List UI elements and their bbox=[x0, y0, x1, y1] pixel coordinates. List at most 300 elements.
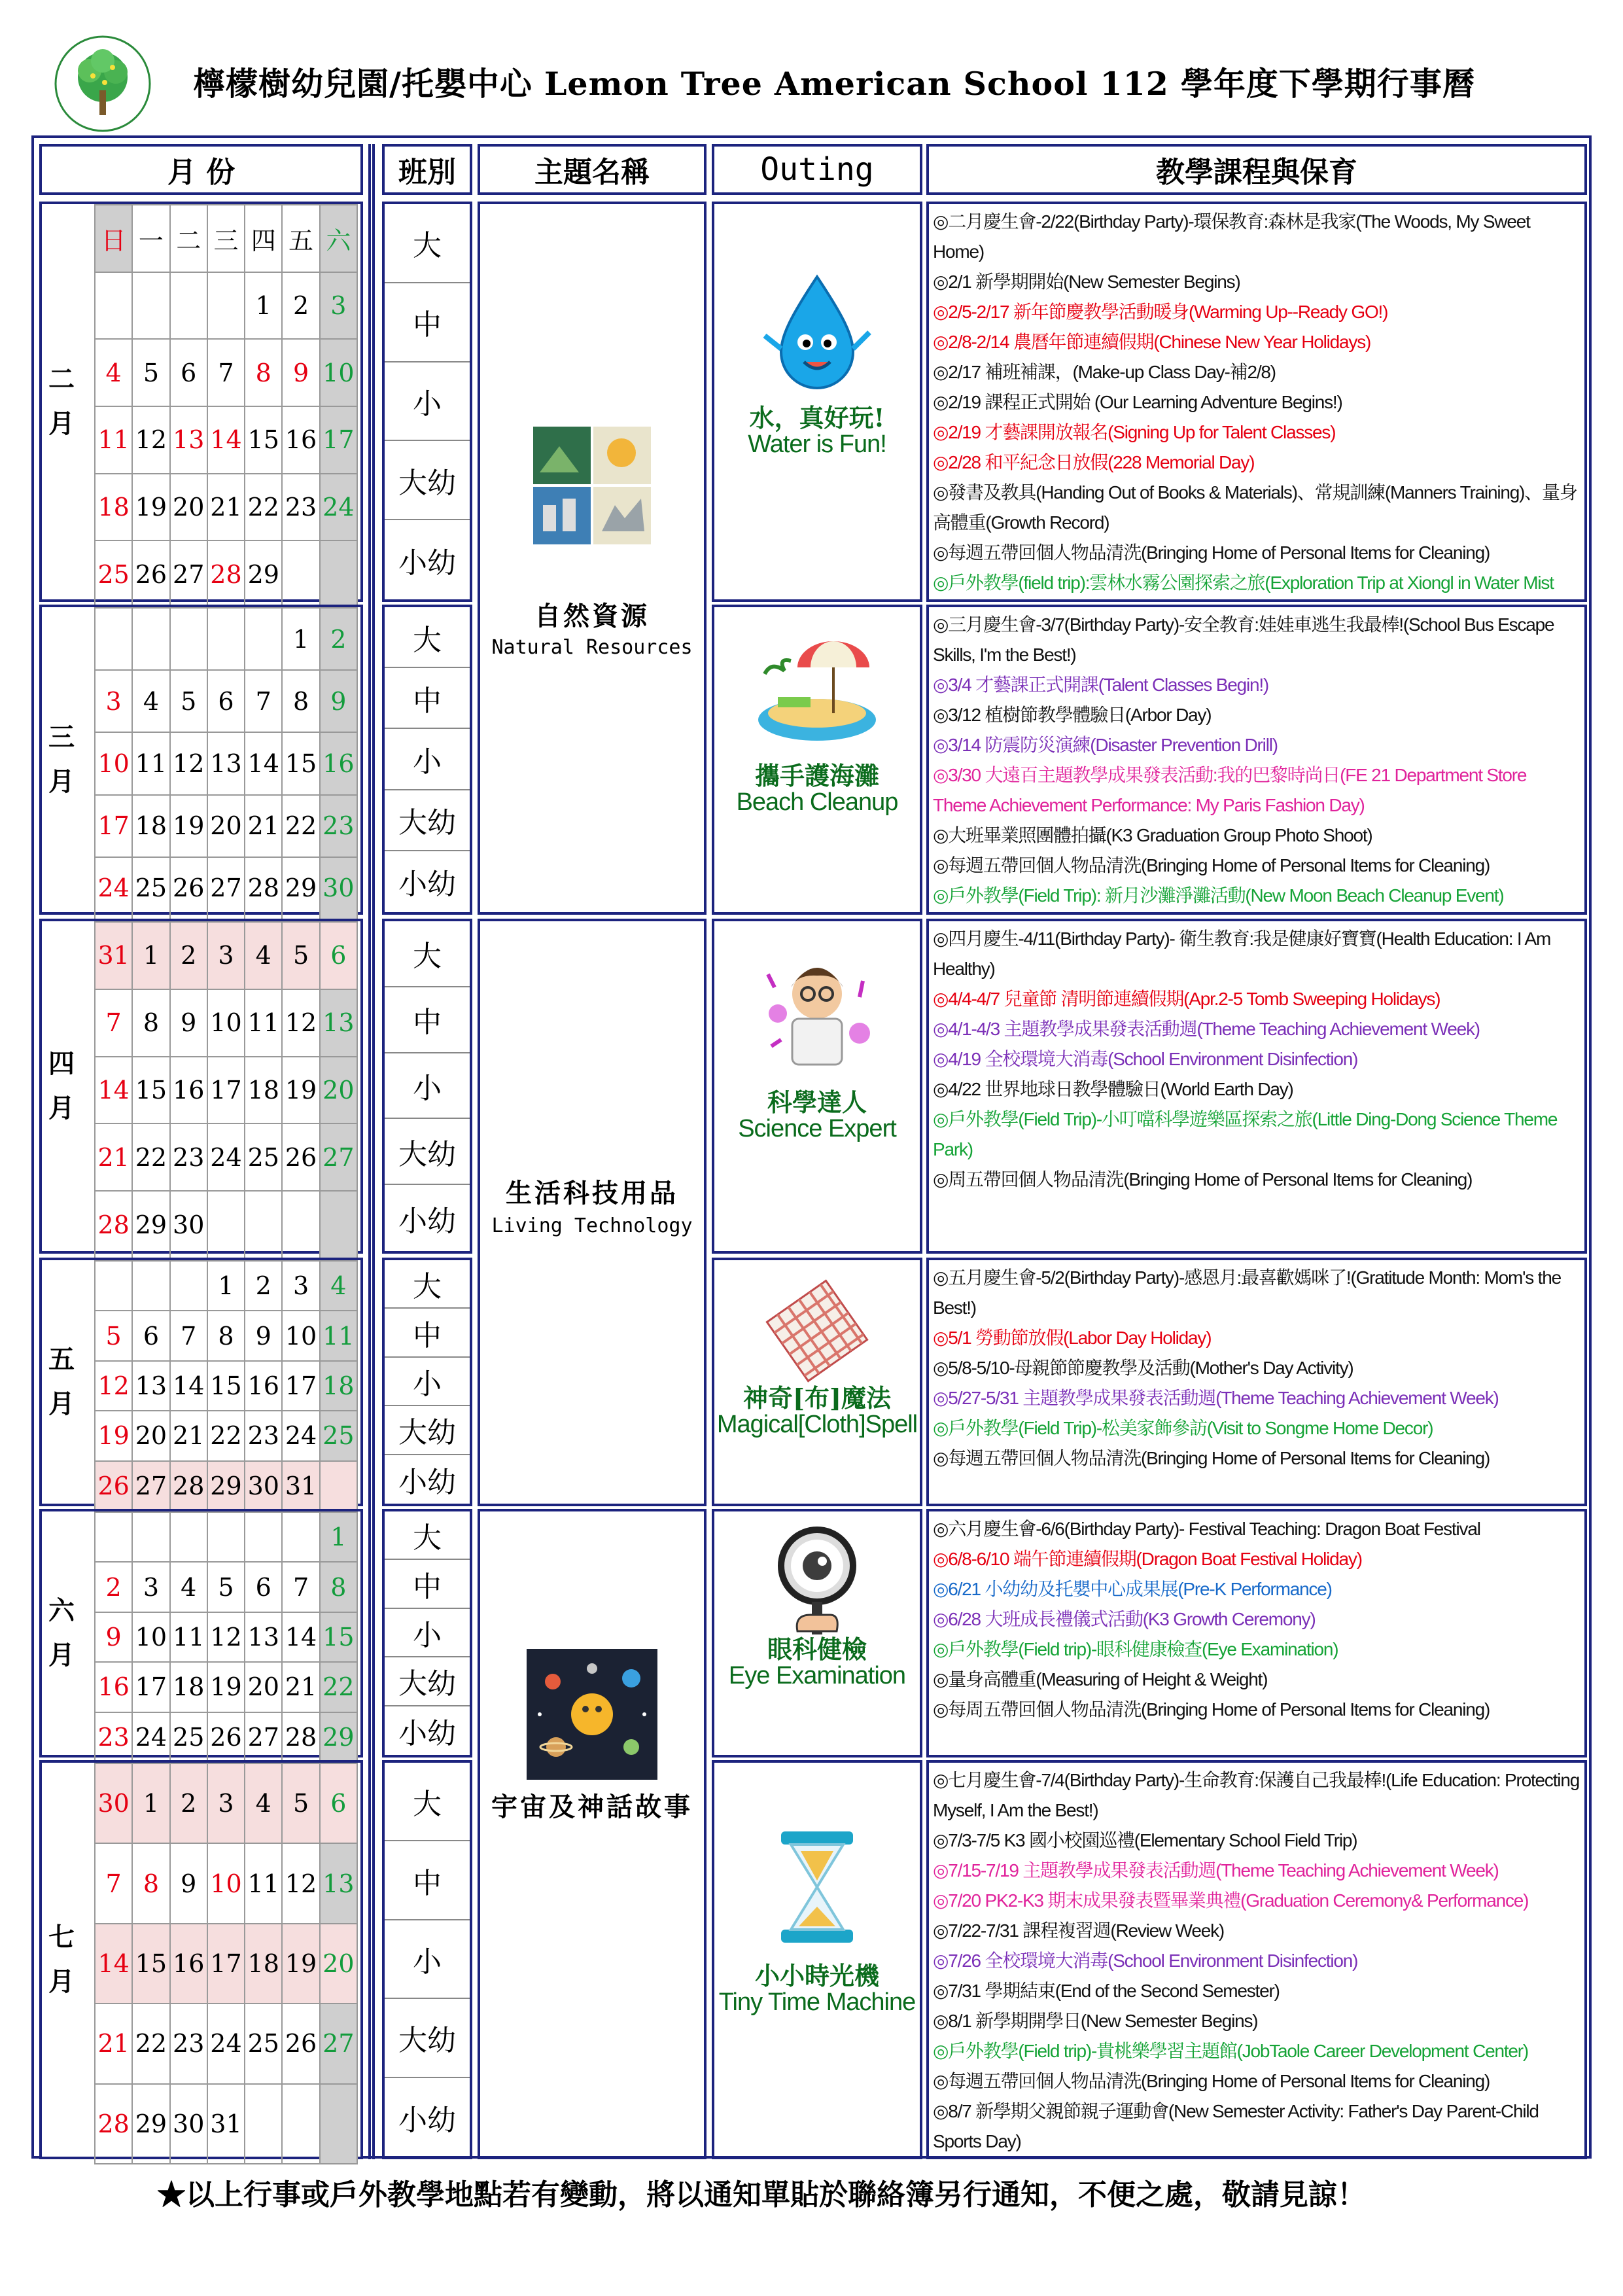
calendar-day: 2 bbox=[282, 272, 319, 340]
curriculum-item: ◎戶外教學(Field Trip): 新月沙灘淨灘活動(New Moon Beach Cleanup Event) bbox=[933, 885, 1504, 906]
curriculum-item: ◎戶外教學(Field trip)-眼科健康檢查(Eye Examination) bbox=[933, 1639, 1338, 1659]
calendar-day: 7 bbox=[207, 339, 245, 406]
weekday-label: 五 bbox=[282, 205, 319, 272]
calendar-day: 11 bbox=[320, 1311, 357, 1360]
calendar-day bbox=[245, 2084, 282, 2164]
calendar-week bbox=[95, 2084, 357, 2164]
page-title: 檸檬樹幼兒園/托嬰中心 Lemon Tree American School 112 學年度下學期行事曆 bbox=[193, 65, 1475, 103]
calendar-day: 29 bbox=[282, 857, 319, 919]
calendar-day: 12 bbox=[95, 1361, 132, 1411]
curriculum-item: ◎量身高體重(Measuring of Height & Weight) bbox=[933, 1669, 1268, 1689]
curriculum-item: ◎5/27-5/31 主題教學成果發表活動週(Theme Teaching Achievement Week) bbox=[933, 1388, 1499, 1408]
calendar-day: 20 bbox=[207, 795, 245, 857]
calendar-day: 7 bbox=[95, 1843, 132, 1923]
curriculum-item: ◎5/8-5/10-母親節節慶教學及活動(Mother's Day Activity) bbox=[933, 1358, 1353, 1378]
calendar-day: 5 bbox=[282, 1763, 319, 1843]
calendar-day: 7 bbox=[170, 1311, 207, 1360]
calendar-day: 8 bbox=[320, 1562, 357, 1612]
calendar-day: 12 bbox=[282, 1843, 319, 1923]
calendar-day: 18 bbox=[132, 795, 169, 857]
calendar-day: 11 bbox=[245, 1843, 282, 1923]
curriculum-item: ◎8/1 新學期開學日(New Semester Begins) bbox=[933, 2011, 1258, 2031]
curriculum-item: ◎發書及教具(Handing Out of Books & Materials)、常規訓練(Manners Training)、量身高體重(Growth Record) bbox=[933, 482, 1577, 533]
calendar-day: 1 bbox=[132, 1763, 169, 1843]
month-calendar bbox=[94, 921, 358, 1259]
calendar-day bbox=[95, 272, 132, 340]
calendar-day: 8 bbox=[132, 1843, 169, 1923]
calendar-day: 29 bbox=[132, 2084, 169, 2164]
calendar-week bbox=[95, 670, 357, 732]
calendar-day: 21 bbox=[245, 795, 282, 857]
calendar-day: 31 bbox=[95, 922, 132, 989]
month-calendar bbox=[94, 1260, 358, 1511]
calendar-day bbox=[132, 272, 169, 340]
calendar-day: 9 bbox=[282, 339, 319, 406]
class-column bbox=[382, 605, 472, 915]
calendar-day: 14 bbox=[170, 1361, 207, 1411]
calendar-day: 31 bbox=[207, 2084, 245, 2164]
calendar-day bbox=[95, 1261, 132, 1311]
calendar-day: 29 bbox=[320, 1712, 357, 1762]
calendar-day bbox=[132, 608, 169, 670]
curriculum-item: ◎周五帶回個人物品清洗(Bringing Home of Personal Items for Cleaning) bbox=[933, 1169, 1473, 1190]
calendar-week bbox=[95, 1311, 357, 1360]
calendar-day: 10 bbox=[132, 1612, 169, 1662]
calendar-day: 12 bbox=[132, 406, 169, 474]
calendar-day: 4 bbox=[245, 1763, 282, 1843]
calendar-week bbox=[95, 989, 357, 1057]
calendar-day: 16 bbox=[95, 1662, 132, 1712]
curriculum-item: ◎7/3-7/5 K3 國小校園巡禮(Elementary School Field Trip) bbox=[933, 1830, 1357, 1850]
curriculum-notes bbox=[926, 1258, 1587, 1506]
calendar-day: 30 bbox=[320, 857, 357, 919]
calendar-day: 30 bbox=[170, 1191, 207, 1258]
month-label: 七 月 bbox=[48, 1922, 75, 1997]
outing-title-en: Eye Examination bbox=[728, 1662, 906, 1689]
calendar-day bbox=[282, 540, 319, 608]
calendar-day: 24 bbox=[95, 857, 132, 919]
month-calendar bbox=[94, 1763, 358, 2164]
calendar-day: 27 bbox=[320, 2004, 357, 2083]
calendar-day: 9 bbox=[170, 1843, 207, 1923]
curriculum-item: ◎三月慶生會-3/7(Birthday Party)-安全教育:娃娃車逃生我最棒!(School Bus Escape Skills, I'm the Best!) bbox=[933, 614, 1554, 665]
curriculum-item: ◎2/19 課程正式開始 (Our Learning Adventure Begins!) bbox=[933, 392, 1342, 412]
calendar-day: 6 bbox=[170, 339, 207, 406]
calendar-day: 13 bbox=[132, 1361, 169, 1411]
curriculum-notes bbox=[926, 605, 1587, 915]
curriculum-item: ◎每週五帶回個人物品清洗(Bringing Home of Personal Items for Cleaning) bbox=[933, 542, 1490, 563]
curriculum-item: ◎6/21 小幼幼及托嬰中心成果展(Pre-K Performance) bbox=[933, 1579, 1332, 1599]
calendar-day bbox=[245, 1191, 282, 1258]
calendar-day: 1 bbox=[320, 1512, 357, 1562]
calendar-week bbox=[95, 1843, 357, 1923]
curriculum-item: ◎二月慶生會-2/22(Birthday Party)-環保教育:森林是我家(The Woods, My Sweet Home) bbox=[933, 211, 1530, 262]
outing-cell bbox=[712, 1509, 922, 1757]
calendar-day: 22 bbox=[207, 1411, 245, 1460]
header-class: 班別 bbox=[382, 144, 472, 195]
calendar-day: 9 bbox=[95, 1612, 132, 1662]
class-column bbox=[382, 202, 472, 602]
month-label: 二 月 bbox=[48, 364, 75, 439]
calendar-day: 13 bbox=[245, 1612, 282, 1662]
class-column bbox=[382, 919, 472, 1254]
calendar-day: 6 bbox=[207, 670, 245, 732]
calendar-day bbox=[207, 272, 245, 340]
lemon-tree-logo bbox=[47, 31, 158, 136]
calendar-day: 30 bbox=[170, 2084, 207, 2164]
calendar-day: 20 bbox=[132, 1411, 169, 1460]
calendar-day: 1 bbox=[245, 272, 282, 340]
curriculum-item: ◎2/17 補班補課，(Make-up Class Day-補2/8) bbox=[933, 362, 1276, 382]
calendar-day: 5 bbox=[170, 670, 207, 732]
calendar-day: 28 bbox=[170, 1461, 207, 1511]
calendar-week bbox=[95, 1612, 357, 1662]
curriculum-item: ◎2/5-2/17 新年節慶教學活動暖身(Warming Up--Ready GO!) bbox=[933, 302, 1388, 322]
calendar-day bbox=[207, 1512, 245, 1562]
outing-title-en: Water is Fun! bbox=[748, 431, 886, 458]
calendar-day: 8 bbox=[282, 670, 319, 732]
calendar-day bbox=[170, 1261, 207, 1311]
calendar-day: 29 bbox=[245, 540, 282, 608]
calendar-day: 12 bbox=[282, 989, 319, 1057]
calendar-day: 6 bbox=[132, 1311, 169, 1360]
curriculum-notes bbox=[926, 1509, 1587, 1757]
calendar-day bbox=[282, 1512, 319, 1562]
class-label: 中 bbox=[385, 1309, 470, 1357]
calendar-day: 21 bbox=[95, 1123, 132, 1191]
class-label: 小 bbox=[385, 1609, 470, 1657]
calendar-day: 19 bbox=[282, 1057, 319, 1124]
calendar-day: 24 bbox=[320, 474, 357, 541]
calendar-day bbox=[132, 1512, 169, 1562]
weekday-label: 一 bbox=[132, 205, 169, 272]
curriculum-item: ◎5/1 勞動節放假(Labor Day Holiday) bbox=[933, 1328, 1212, 1348]
calendar-day: 27 bbox=[320, 1123, 357, 1191]
theme-block bbox=[478, 919, 707, 1506]
calendar-day: 17 bbox=[282, 1361, 319, 1411]
class-label: 小幼 bbox=[398, 1465, 456, 1499]
calendar-day bbox=[95, 1512, 132, 1562]
month-label: 四 月 bbox=[48, 1048, 75, 1123]
calendar-week bbox=[95, 1512, 357, 1562]
calendar-day: 3 bbox=[95, 670, 132, 732]
calendar-day: 16 bbox=[245, 1361, 282, 1411]
calendar-day: 24 bbox=[132, 1712, 169, 1762]
calendar-day: 8 bbox=[207, 1311, 245, 1360]
class-label: 大 bbox=[385, 1763, 470, 1841]
weekday-label: 日 bbox=[95, 205, 132, 272]
class-column bbox=[382, 1509, 472, 1757]
calendar-week bbox=[95, 1712, 357, 1762]
class-label: 中 bbox=[385, 283, 470, 362]
weekday-label: 四 bbox=[245, 205, 282, 272]
column-divider bbox=[372, 144, 375, 2159]
calendar-day: 28 bbox=[245, 857, 282, 919]
calendar-day bbox=[207, 1191, 245, 1258]
outing-title-zh: 攜手護海灘 bbox=[754, 761, 879, 790]
theme-block bbox=[478, 1509, 707, 2159]
calendar-day: 2 bbox=[320, 608, 357, 670]
weekday-header bbox=[95, 205, 357, 272]
curriculum-item: ◎7/26 全校環境大消毒(School Environment Disinfection) bbox=[933, 1951, 1358, 1971]
curriculum-item: ◎7/15-7/19 主題教學成果發表活動週(Theme Teaching Achievement Week) bbox=[933, 1860, 1499, 1881]
calendar-day: 3 bbox=[132, 1562, 169, 1612]
calendar-day: 15 bbox=[132, 1924, 169, 2004]
solar-system-icon bbox=[527, 1649, 657, 1782]
calendar-day: 23 bbox=[170, 2004, 207, 2083]
calendar-day: 7 bbox=[95, 989, 132, 1057]
calendar-day: 3 bbox=[207, 1763, 245, 1843]
outing-title-en: Beach Cleanup bbox=[736, 788, 898, 816]
calendar-day: 29 bbox=[132, 1191, 169, 1258]
calendar-day: 26 bbox=[170, 857, 207, 919]
hourglass-icon bbox=[752, 1822, 882, 1955]
calendar-day bbox=[245, 608, 282, 670]
calendar-day: 25 bbox=[320, 1411, 357, 1460]
theme-title-zh: 生活科技用品 bbox=[506, 1178, 678, 1209]
calendar-day: 19 bbox=[95, 1411, 132, 1460]
curriculum-item: ◎8/7 新學期父親節親子運動會(New Semester Activity: Father's Day Parent-Child Sports Day) bbox=[933, 2101, 1539, 2151]
class-label: 中 bbox=[385, 668, 470, 729]
calendar-day: 9 bbox=[170, 989, 207, 1057]
class-label: 小幼 bbox=[398, 1716, 456, 1750]
calendar-day: 12 bbox=[207, 1612, 245, 1662]
calendar-week bbox=[95, 608, 357, 670]
class-column bbox=[382, 1760, 472, 2159]
calendar-day: 22 bbox=[320, 1662, 357, 1712]
theme-block bbox=[478, 202, 707, 915]
outing-cell bbox=[712, 1258, 922, 1506]
calendar-day: 3 bbox=[207, 922, 245, 989]
calendar-day: 4 bbox=[320, 1261, 357, 1311]
curriculum-item: ◎2/1 新學期開始(New Semester Begins) bbox=[933, 272, 1240, 292]
calendar-day: 10 bbox=[207, 989, 245, 1057]
calendar-day: 15 bbox=[282, 732, 319, 794]
calendar-day: 5 bbox=[132, 339, 169, 406]
class-label: 小幼 bbox=[398, 2103, 456, 2137]
calendar-week bbox=[95, 795, 357, 857]
curriculum-item: ◎四月慶生-4/11(Birthday Party)- 衛生教育:我是健康好寶寶(Health Education: I Am Healthy) bbox=[933, 928, 1551, 979]
class-label: 大 bbox=[385, 921, 470, 987]
calendar-day: 21 bbox=[170, 1411, 207, 1460]
curriculum-notes bbox=[926, 1760, 1587, 2159]
calendar-week bbox=[95, 1361, 357, 1411]
calendar-day bbox=[320, 540, 357, 608]
curriculum-notes bbox=[926, 919, 1587, 1254]
calendar-day: 24 bbox=[282, 1411, 319, 1460]
calendar-day: 30 bbox=[245, 1461, 282, 1511]
calendar-day: 8 bbox=[245, 339, 282, 406]
calendar-day bbox=[170, 1512, 207, 1562]
calendar-day bbox=[320, 2084, 357, 2164]
class-label: 大幼 bbox=[385, 1999, 470, 2077]
calendar-day bbox=[245, 1512, 282, 1562]
calendar-day: 11 bbox=[170, 1612, 207, 1662]
calendar-day: 18 bbox=[320, 1361, 357, 1411]
calendar-day bbox=[132, 1261, 169, 1311]
calendar-day: 11 bbox=[132, 732, 169, 794]
curriculum-item: ◎每週五帶回個人物品清洗(Bringing Home of Personal Items for Cleaning) bbox=[933, 2071, 1490, 2091]
calendar-day: 20 bbox=[320, 1924, 357, 2004]
weekday-label: 三 bbox=[207, 205, 245, 272]
curriculum-item: ◎2/28 和平紀念日放假(228 Memorial Day) bbox=[933, 452, 1255, 472]
calendar-day: 13 bbox=[320, 989, 357, 1057]
calendar-week bbox=[95, 474, 357, 541]
calendar-day: 18 bbox=[245, 1924, 282, 2004]
outing-title-zh: 科學達人 bbox=[767, 1087, 867, 1117]
calendar-day: 6 bbox=[245, 1562, 282, 1612]
calendar-day: 13 bbox=[207, 732, 245, 794]
class-label: 大 bbox=[385, 1511, 470, 1560]
class-label: 大 bbox=[385, 204, 470, 283]
calendar-day: 31 bbox=[282, 1461, 319, 1511]
curriculum-item: ◎七月慶生會-7/4(Birthday Party)-生命教育:保護自己我最棒!(Life Education: Protecting Myself, I Am the Best!) bbox=[933, 1770, 1580, 1820]
calendar-day: 25 bbox=[132, 857, 169, 919]
curriculum-item: ◎戶外教學(field trip):雲林水霧公園探索之旅(Exploration Trip at Xiongl in Water Mist bbox=[933, 573, 1554, 593]
calendar-day: 17 bbox=[207, 1924, 245, 2004]
month-calendar bbox=[94, 204, 358, 609]
calendar-day: 1 bbox=[207, 1261, 245, 1311]
calendar-day: 9 bbox=[245, 1311, 282, 1360]
class-column bbox=[382, 1258, 472, 1506]
calendar-day: 25 bbox=[95, 540, 132, 608]
calendar-week bbox=[95, 1562, 357, 1612]
calendar-day: 23 bbox=[170, 1123, 207, 1191]
calendar-day: 3 bbox=[282, 1261, 319, 1311]
calendar-day: 9 bbox=[320, 670, 357, 732]
calendar-day: 7 bbox=[245, 670, 282, 732]
calendar-day: 24 bbox=[207, 2004, 245, 2083]
curriculum-item: ◎4/4-4/7 兒童節 清明節連續假期(Apr.2-5 Tomb Sweeping Holidays) bbox=[933, 989, 1440, 1009]
footer-note: ★以上行事或戶外教學地點若有變動，將以通知單貼於聯絡簿另行通知，不便之處，敬請見諒！ bbox=[157, 2178, 1366, 2212]
water-drop-icon bbox=[752, 264, 882, 397]
calendar-day: 17 bbox=[132, 1662, 169, 1712]
outing-title-en: Tiny Time Machine bbox=[718, 1988, 916, 2016]
calendar-day: 10 bbox=[320, 339, 357, 406]
weekday-label: 六 bbox=[320, 205, 357, 272]
calendar-day bbox=[95, 608, 132, 670]
calendar-week bbox=[95, 339, 357, 406]
calendar-day: 20 bbox=[245, 1662, 282, 1712]
calendar-day: 19 bbox=[282, 1924, 319, 2004]
calendar-day bbox=[170, 608, 207, 670]
calendar-week bbox=[95, 272, 357, 340]
curriculum-item: ◎每週五帶回個人物品清洗(Bringing Home of Personal Items for Cleaning) bbox=[933, 1448, 1490, 1468]
calendar-day: 7 bbox=[282, 1562, 319, 1612]
calendar-week bbox=[95, 2004, 357, 2083]
month-label: 五 月 bbox=[48, 1344, 75, 1419]
month-calendar bbox=[94, 607, 358, 920]
calendar-day: 6 bbox=[320, 1763, 357, 1843]
curriculum-item: ◎戶外教學(Field trip)-貴桃樂學習主題館(JobTaole Career Development Center) bbox=[933, 2041, 1529, 2061]
outing-cell bbox=[712, 919, 922, 1254]
header-outing: Outing bbox=[712, 144, 922, 195]
calendar-day: 21 bbox=[282, 1662, 319, 1712]
calendar-day: 10 bbox=[282, 1311, 319, 1360]
calendar-day: 1 bbox=[132, 922, 169, 989]
calendar-day: 23 bbox=[282, 474, 319, 541]
calendar-day: 26 bbox=[282, 2004, 319, 2083]
calendar-week bbox=[95, 732, 357, 794]
curriculum-item: ◎戶外教學(Field Trip)-松美家飾參訪(Visit to Songme Home Decor) bbox=[933, 1418, 1433, 1438]
page-header bbox=[39, 26, 1596, 137]
calendar-day: 2 bbox=[170, 922, 207, 989]
calendar-day: 23 bbox=[95, 1712, 132, 1762]
calendar-week bbox=[95, 857, 357, 919]
calendar-day: 27 bbox=[132, 1461, 169, 1511]
calendar-day: 18 bbox=[95, 474, 132, 541]
calendar-day: 2 bbox=[245, 1261, 282, 1311]
outing-title-zh: 神奇[布]魔法 bbox=[743, 1383, 891, 1413]
curriculum-item: ◎六月慶生會-6/6(Birthday Party)- Festival Teaching: Dragon Boat Festival bbox=[933, 1519, 1480, 1539]
calendar-day: 21 bbox=[207, 474, 245, 541]
calendar-day: 16 bbox=[170, 1057, 207, 1124]
calendar-day bbox=[282, 1191, 319, 1258]
theme-title-zh: 宇宙及神話故事 bbox=[491, 1792, 693, 1822]
calendar-day: 5 bbox=[282, 922, 319, 989]
theme-title-en: Natural Resources bbox=[491, 636, 693, 659]
calendar-day: 4 bbox=[245, 922, 282, 989]
calendar-day: 23 bbox=[320, 795, 357, 857]
calendar-day: 10 bbox=[207, 1843, 245, 1923]
curriculum-item: ◎4/1-4/3 主題教學成果發表活動週(Theme Teaching Achievement Week) bbox=[933, 1019, 1480, 1039]
class-label: 大幼 bbox=[385, 1657, 470, 1706]
class-label: 小 bbox=[385, 729, 470, 790]
calendar-day: 22 bbox=[245, 474, 282, 541]
scientist-icon bbox=[752, 948, 882, 1082]
calendar-day: 13 bbox=[170, 406, 207, 474]
calendar-week bbox=[95, 540, 357, 608]
outing-title-en: Magical[Cloth]Spell bbox=[716, 1411, 918, 1438]
calendar-day: 2 bbox=[95, 1562, 132, 1612]
class-label: 中 bbox=[385, 987, 470, 1053]
calendar-day: 19 bbox=[170, 795, 207, 857]
calendar-day: 14 bbox=[282, 1612, 319, 1662]
calendar-day: 4 bbox=[132, 670, 169, 732]
calendar-day: 15 bbox=[207, 1361, 245, 1411]
outing-cell bbox=[712, 605, 922, 915]
calendar-day: 21 bbox=[95, 2004, 132, 2083]
calendar-day: 24 bbox=[207, 1123, 245, 1191]
class-label: 小 bbox=[385, 1358, 470, 1406]
column-divider bbox=[368, 144, 371, 2159]
curriculum-item: ◎每周五帶回個人物品清洗(Bringing Home of Personal Items for Cleaning) bbox=[933, 1699, 1490, 1720]
calendar-day: 19 bbox=[132, 474, 169, 541]
class-label: 大 bbox=[385, 607, 470, 668]
curriculum-item: ◎7/31 學期結束(End of the Second Semester) bbox=[933, 1981, 1280, 2001]
calendar-day: 14 bbox=[95, 1924, 132, 2004]
calendar-week bbox=[95, 1261, 357, 1311]
curriculum-notes bbox=[926, 202, 1587, 602]
class-label: 大幼 bbox=[385, 790, 470, 851]
outing-title-zh: 眼科健檢 bbox=[767, 1634, 867, 1664]
calendar-day: 26 bbox=[132, 540, 169, 608]
header-month: 月 份 bbox=[39, 144, 363, 195]
calendar-day bbox=[320, 1191, 357, 1258]
calendar-day: 23 bbox=[245, 1411, 282, 1460]
calendar-day: 22 bbox=[132, 1123, 169, 1191]
calendar-week bbox=[95, 1662, 357, 1712]
calendar-day: 10 bbox=[95, 732, 132, 794]
curriculum-item: ◎2/8-2/14 農曆年節連續假期(Chinese New Year Holidays) bbox=[933, 332, 1371, 352]
calendar-day: 16 bbox=[320, 732, 357, 794]
calendar-day: 27 bbox=[170, 540, 207, 608]
curriculum-item: ◎3/4 才藝課正式開課(Talent Classes Begin!) bbox=[933, 675, 1269, 695]
outing-title-en: Science Expert bbox=[738, 1115, 896, 1142]
calendar-day: 26 bbox=[207, 1712, 245, 1762]
calendar-day: 3 bbox=[320, 272, 357, 340]
curriculum-item: ◎4/19 全校環境大消毒(School Environment Disinfection) bbox=[933, 1049, 1358, 1069]
